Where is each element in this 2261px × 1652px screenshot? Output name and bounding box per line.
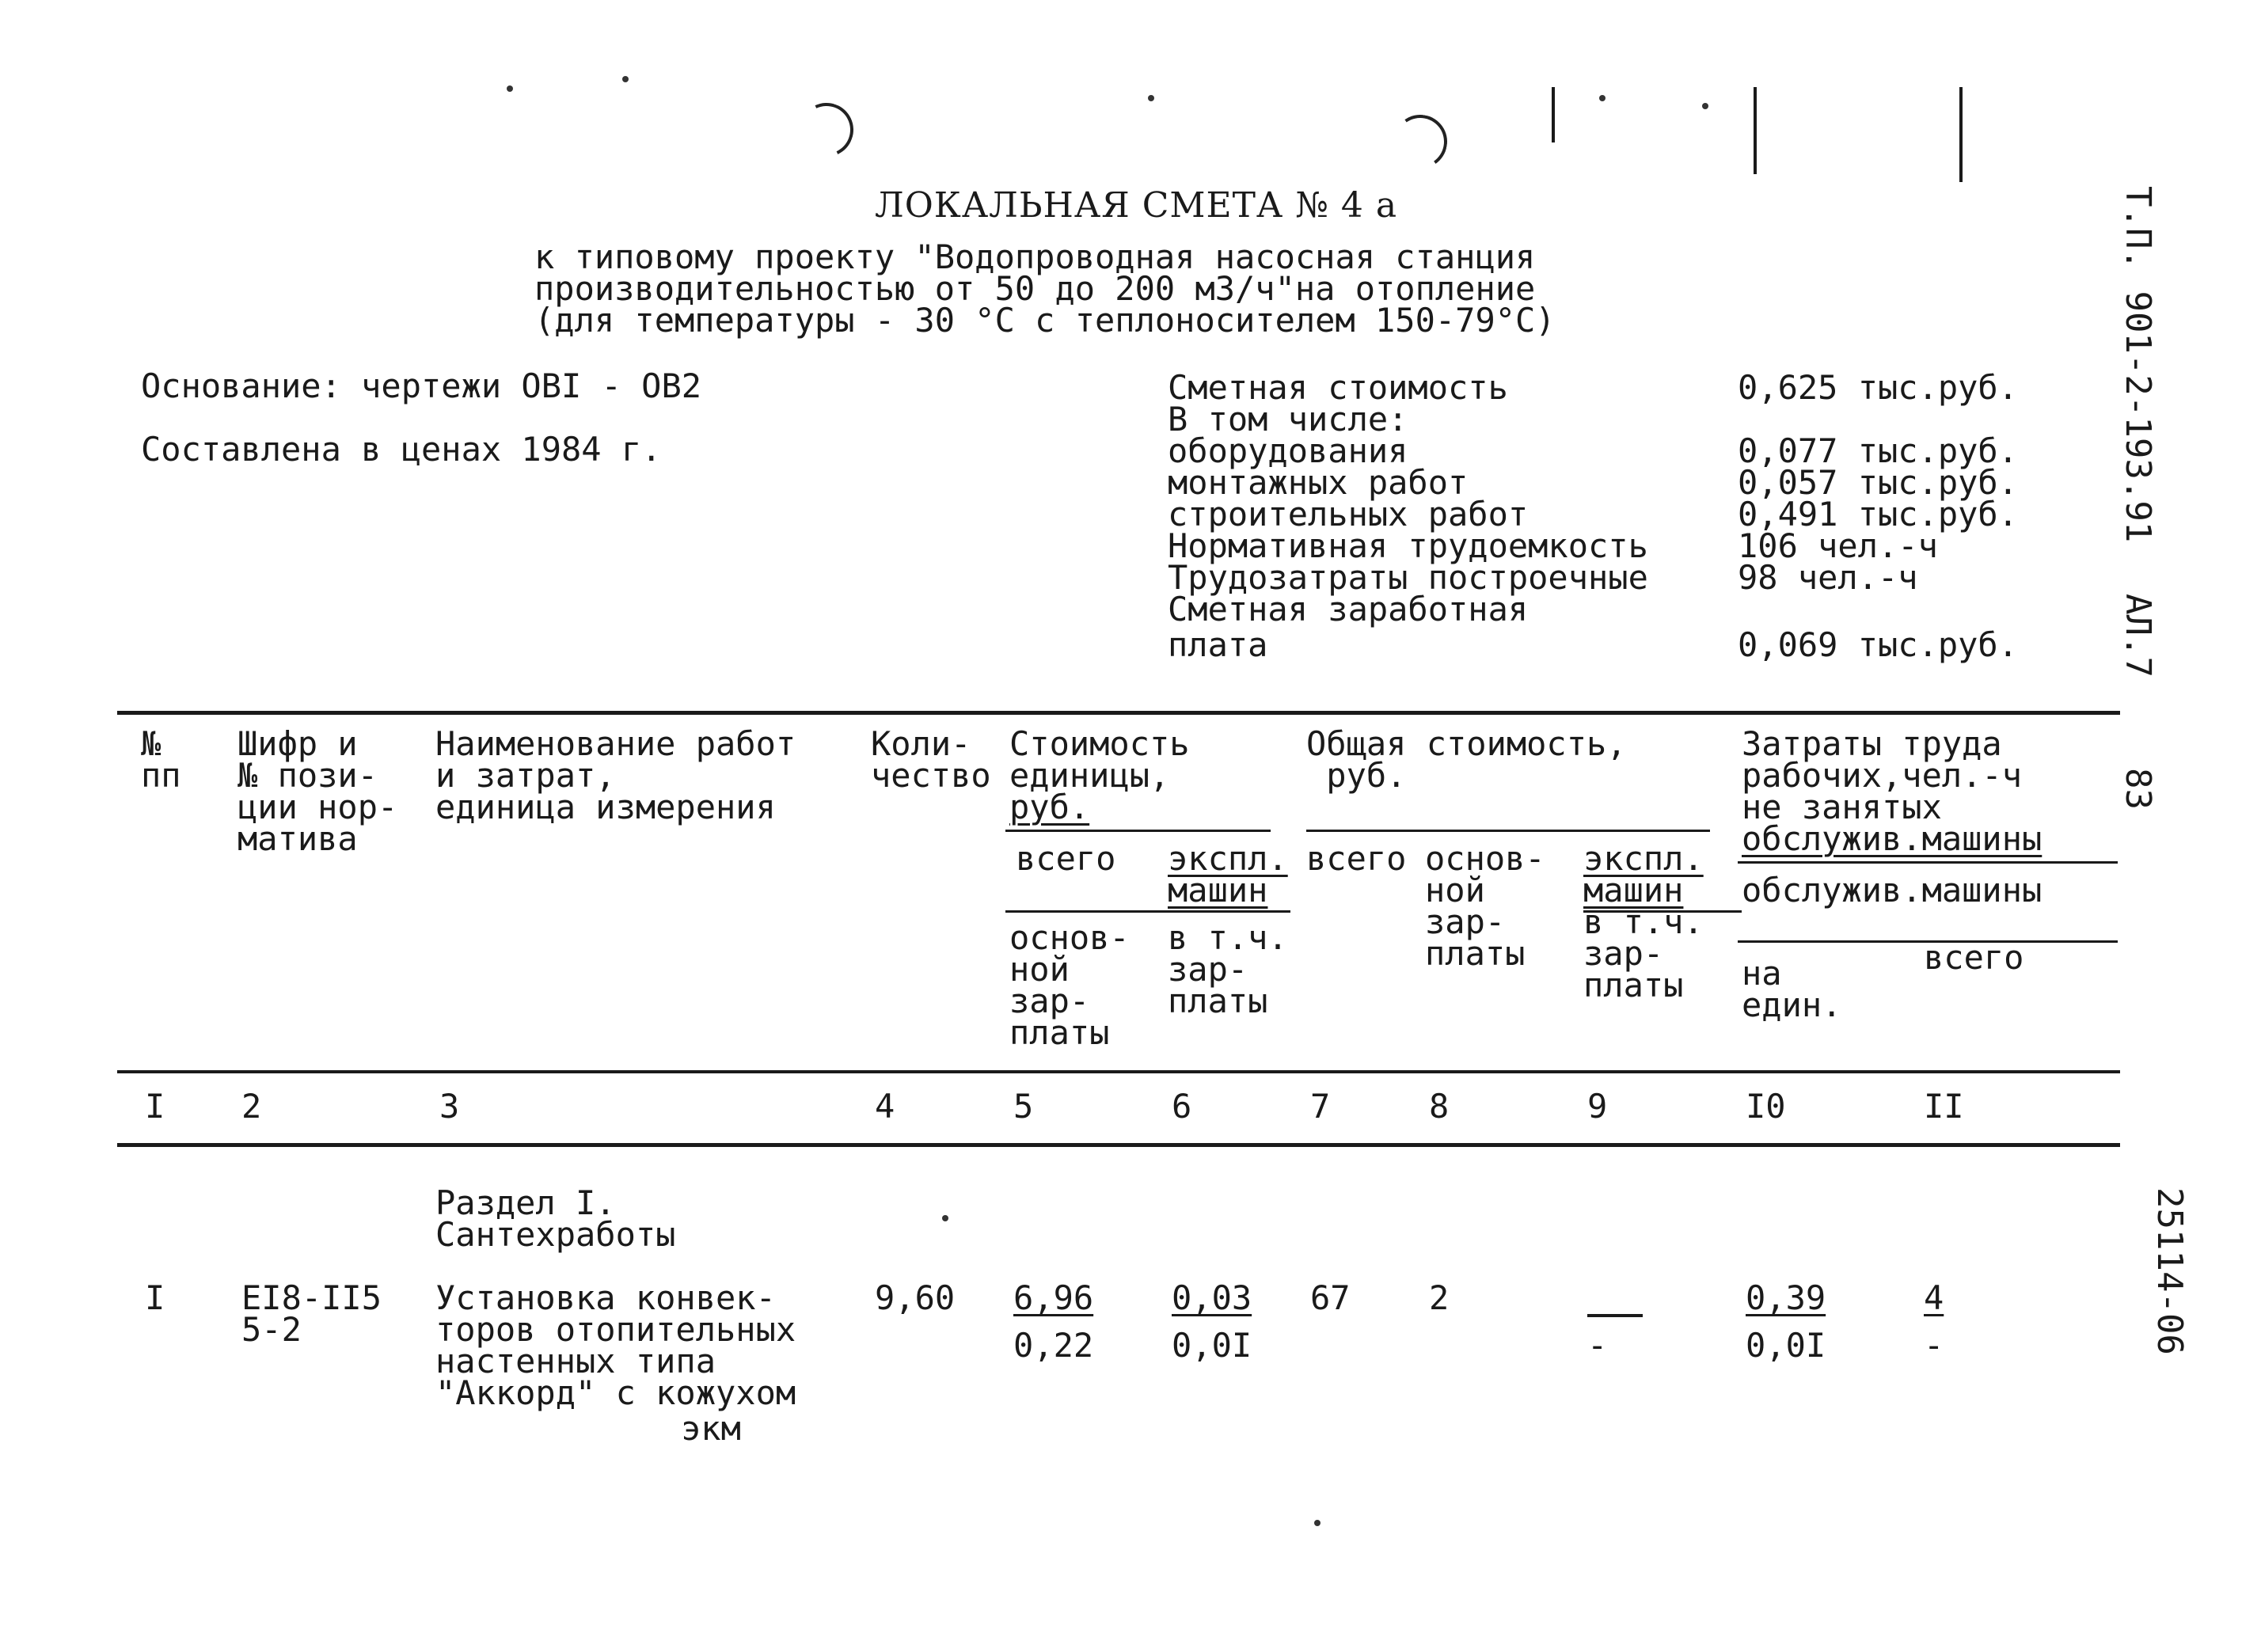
row-unit-total: 6,96 [1013,1278,1094,1317]
scan-mark [1552,87,1555,142]
scan-speck [622,76,629,82]
header-total-cost: Общая стоимость, руб. [1306,724,1627,795]
scan-speck [1148,95,1154,101]
cost-label: плата [1168,625,1268,664]
cost-value: 0,057 тыс.руб. [1738,463,2019,502]
header-unit-mach: экспл. машин [1168,839,1288,910]
header-sub-rule [1306,830,1710,832]
header-qty: Коли- чество [871,724,991,795]
row-labor-unit-bottom: 0,0I [1746,1326,1826,1365]
cost-label: монтажных работ [1168,463,1469,502]
header-unit-wage: основ- ной зар- платы [1009,918,1130,1052]
header-labor-machines: обслужив.машины [1742,819,2042,858]
cost-label: Сметная заработная [1168,590,1529,629]
row-labor-total: 4 [1924,1278,1944,1317]
row-unit-mach-wage: 0,0I [1172,1326,1252,1365]
cost-label: Сметная стоимость [1168,368,1508,407]
row-labor-unit: 0,39 [1746,1278,1826,1317]
header-sub-rule [1005,830,1271,832]
row-total: 67 [1310,1278,1351,1317]
header-unit-total: всего [1016,839,1116,878]
cost-value: 0,625 тыс.руб. [1738,368,2019,407]
header-labor-unit: на един. [1742,954,1842,1024]
scan-artifact-curve [1389,111,1452,173]
cost-value: 98 чел.-ч [1738,558,1918,597]
page-number-stamp: 83 [2118,768,2158,810]
header-sub-rule [1005,910,1290,913]
cost-value: 0,491 тыс.руб. [1738,495,2019,534]
colnum: I0 [1746,1087,1786,1126]
header-code: Шифр и № пози- ции нор- матива [238,724,398,858]
scan-speck [1702,103,1708,109]
header-name: Наименование работ и затрат, единица измерения [435,724,796,826]
row-unit-mach: 0,03 [1172,1278,1252,1317]
row-total-wage: 2 [1429,1278,1450,1317]
colnum: 5 [1013,1087,1034,1126]
section-title: Раздел I. Сантехработы [435,1183,676,1254]
header-num: № пп [141,724,181,795]
scan-speck [1599,95,1606,101]
header-total-wage: основ- ной зар- платы [1425,839,1545,973]
row-total-mach-wage: - [1587,1326,1608,1365]
row-name: Установка конвек- торов отопительных настенных типа "Аккорд" с кожухом [435,1278,796,1412]
basis-drawings: Основание: чертежи ОВI - ОВ2 [141,366,702,405]
scan-speck [507,85,513,92]
row-labor-total-bottom: - [1924,1326,1944,1365]
project-code-stamp: Т.П. 901-2-193.91 [2118,186,2158,543]
scan-mark [1959,87,1963,182]
basis-prices-year: Составлена в ценах 1984 г. [141,430,662,469]
header-labor-total: всего [1924,938,2024,977]
cost-label: Трудозатраты построечные [1168,558,1648,597]
header-total-mach: экспл. машин [1583,839,1704,910]
document-title: ЛОКАЛЬНАЯ СМЕТА № 4 а [875,185,1398,226]
colnum-bottom-rule [117,1143,2120,1147]
cost-label: оборудования [1168,431,1408,470]
colnum: II [1924,1087,1964,1126]
subtitle-line-1: к типовому проекту "Водопроводная насосная станция [534,237,1536,276]
colnum: 2 [241,1087,262,1126]
cost-label: В том числе: [1168,400,1408,439]
inventory-number-stamp: 25114-06 [2149,1187,2190,1355]
header-unit-cost-unit: руб. [1009,788,1090,826]
cost-value: 0,069 тыс.руб. [1738,625,2019,664]
scan-mark [1754,87,1757,174]
row-qty: 9,60 [875,1278,956,1317]
header-labor-sub: обслужив.машины [1742,871,2042,910]
row-unit: экм [681,1409,741,1448]
colnum: I [145,1087,165,1126]
subtitle-line-2: производительностью от 50 до 200 м3/ч"на отопление [534,269,1536,308]
colnum-top-rule [117,1070,2120,1073]
scan-speck [1314,1520,1320,1526]
colnum: 9 [1587,1087,1608,1126]
header-labor: Затраты труда рабочих,чел.-ч не занятых [1742,724,2023,826]
row-total-mach-dash [1587,1314,1643,1317]
cost-label: строительных работ [1168,495,1529,534]
row-code: EI8-II5 5-2 [241,1278,382,1349]
header-sub-rule [1738,861,2118,864]
header-total-mach-wage: в т.ч. зар- платы [1583,902,1704,1004]
colnum: 8 [1429,1087,1450,1126]
scan-speck [942,1215,948,1221]
subtitle-line-3: (для температуры - 30 °С с теплоносителем 150-79°С) [534,301,1556,340]
colnum: 3 [439,1087,460,1126]
album-stamp: АЛ.7 [2118,594,2158,678]
header-unit-mach-wage: в т.ч. зар- платы [1168,918,1288,1020]
colnum: 6 [1172,1087,1192,1126]
row-num: I [145,1278,165,1317]
table-top-rule [117,711,2120,715]
row-unit-wage: 0,22 [1013,1326,1094,1365]
cost-label: Нормативная трудоемкость [1168,526,1648,565]
cost-value: 0,077 тыс.руб. [1738,431,2019,470]
colnum: 4 [875,1087,895,1126]
colnum: 7 [1310,1087,1331,1126]
cost-value: 106 чел.-ч [1738,526,1938,565]
header-unit-cost: Стоимость единицы, [1009,724,1190,795]
header-total: всего [1306,839,1407,878]
scan-artifact-curve [792,95,861,164]
